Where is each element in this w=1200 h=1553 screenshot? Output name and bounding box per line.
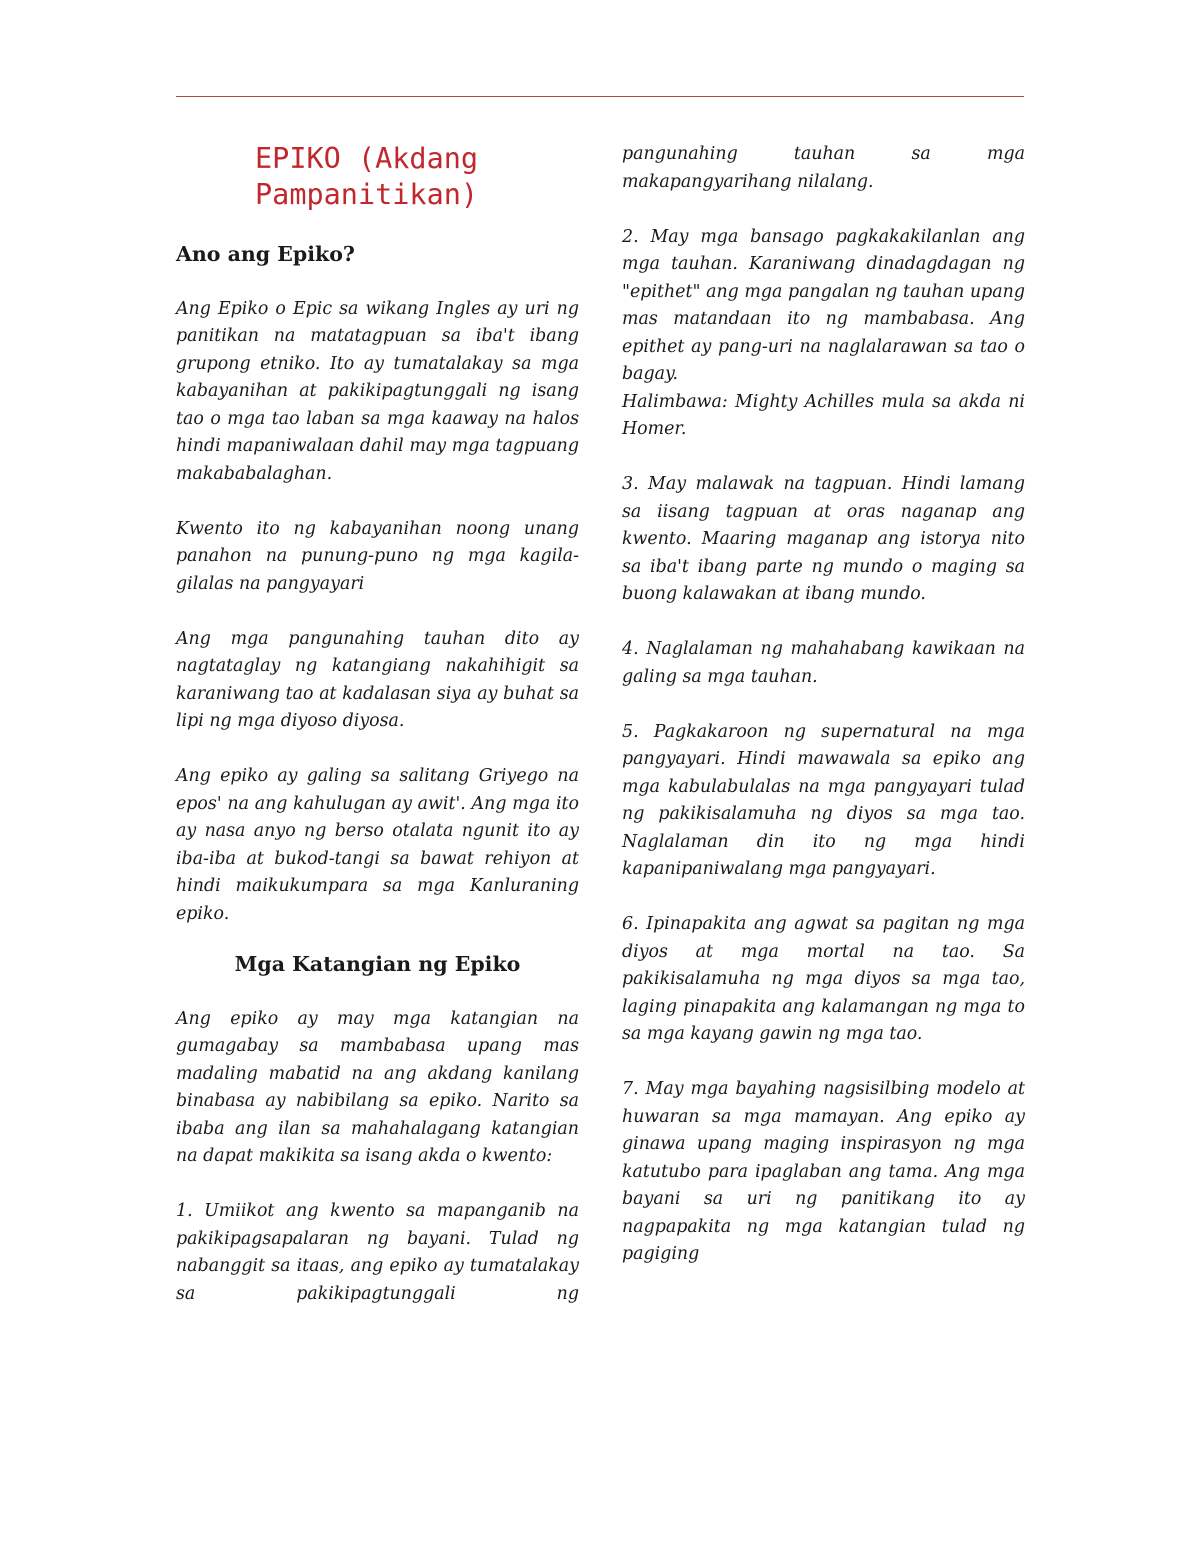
- list-item-4: 4. Naglalaman ng mahahabang kawikaan na galing sa mga tauhan.: [622, 639, 1025, 687]
- list-item-7: 7. May mga bayahing nagsisilbing modelo at huwaran sa mga mamayan. Ang epiko ay ginawa upang maging inspirasyon ng mga katutubo para ipaglaban ang tama. Ang mga bayani sa uri ng panitikang ito ay nagpapakita ng mga katangian tulad ng pagiging: [622, 1079, 1025, 1264]
- left-column: [176, 141, 579, 1308]
- list-item-2-example: Halimbawa: Mighty Achilles mula sa akda ni Homer.: [622, 391, 1025, 439]
- title-line-1: EPIKO (Akdang: [255, 142, 479, 175]
- header-rule: [176, 96, 1024, 97]
- list-item-1-continued: pangunahing tauhan sa mga makapangyarihang nilalang.: [622, 144, 1025, 192]
- paragraph-katangian-intro: Ang epiko ay may mga katangian na gumagabay sa mambabasa upang mas madaling mabatid na ang akdang kanilang binabasa ay nabibilang sa epiko. Narito sa ibaba ang ilan sa mahahalagang katangian na dapat makikita sa isang akda o kwento:: [176, 1008, 579, 1166]
- title-line-2: Pampanitikan): [255, 178, 479, 211]
- document-title: [255, 141, 579, 213]
- right-column: [622, 141, 1025, 1269]
- heading-mga-katangian: Mga Katangian ng Epiko: [234, 952, 521, 976]
- paragraph-definition: Ang Epiko o Epic sa wikang Ingles ay uri ng panitikan na matatagpuan sa iba't ibang grupong etniko. Ito ay tumatalakay sa mga kabayanihan at pakikipagtunggali ng isang tao o mga tao laban sa mga kaaway na halos hindi mapaniwalaan dahil may mga tagpuang makababalaghan.: [176, 298, 579, 484]
- list-item-1: 1. Umiikot ang kwento sa mapanganib na pakikipagsapalaran ng bayani. Tulad ng nabanggit sa itaas, ang epiko ay tumatalakay sa pakikipagtunggali ng: [176, 1201, 579, 1304]
- list-item-6: 6. Ipinapakita ang agwat sa pagitan ng mga diyos at mga mortal na tao. Sa pakikisalamuha ng mga diyos sa mga tao, laging pinapakita ang kalamangan ng mga to sa mga kayang gawin ng mga tao.: [622, 914, 1025, 1044]
- heading-ano-ang-epiko: Ano ang Epiko?: [176, 242, 355, 266]
- paragraph-tauhan: Ang mga pangunahing tauhan dito ay nagtataglay ng katangiang nakahihigit sa karaniwang tao at kadalasan siya ay buhat sa lipi ng mga diyoso diyosa.: [176, 628, 579, 731]
- list-item-3: 3. May malawak na tagpuan. Hindi lamang sa iisang tagpuan at oras naganap ang kwento. Maaring maganap ang istorya nito sa iba't ibang parte ng mundo o maging sa buong kalawakan at ibang mundo.: [622, 474, 1025, 604]
- list-item-5: 5. Pagkakaroon ng supernatural na mga pangyayari. Hindi mawawala sa epiko ang mga kabulabulalas na mga pangyayari tulad ng pakikisalamuha ng diyos sa mga tao. Naglalaman din ito ng mga hindi kapanipaniwalang mga pangyayari.: [622, 721, 1025, 879]
- paragraph-kwento: Kwento ito ng kabayanihan noong unang panahon na punung-puno ng mga kagila-gilalas na pangyayari: [176, 518, 579, 594]
- list-item-2: 2. May mga bansago pagkakakilanlan ang mga tauhan. Karaniwang dinadagdagan ng "epithet" ang mga pangalan ng tauhan upang mas matandaan ito ng mambabasa. Ang epithet ay pang-uri na naglalarawan sa tao o bagay.: [622, 226, 1025, 384]
- paragraph-griyego: Ang epiko ay galing sa salitang Griyego na epos' na ang kahulugan ay awit'. Ang mga ito ay nasa anyo ng berso otalata ngunit ito ay iba-iba at bukod-tangi sa bawat rehiyon at hindi maikukumpara sa mga Kanluraning epiko.: [176, 766, 579, 924]
